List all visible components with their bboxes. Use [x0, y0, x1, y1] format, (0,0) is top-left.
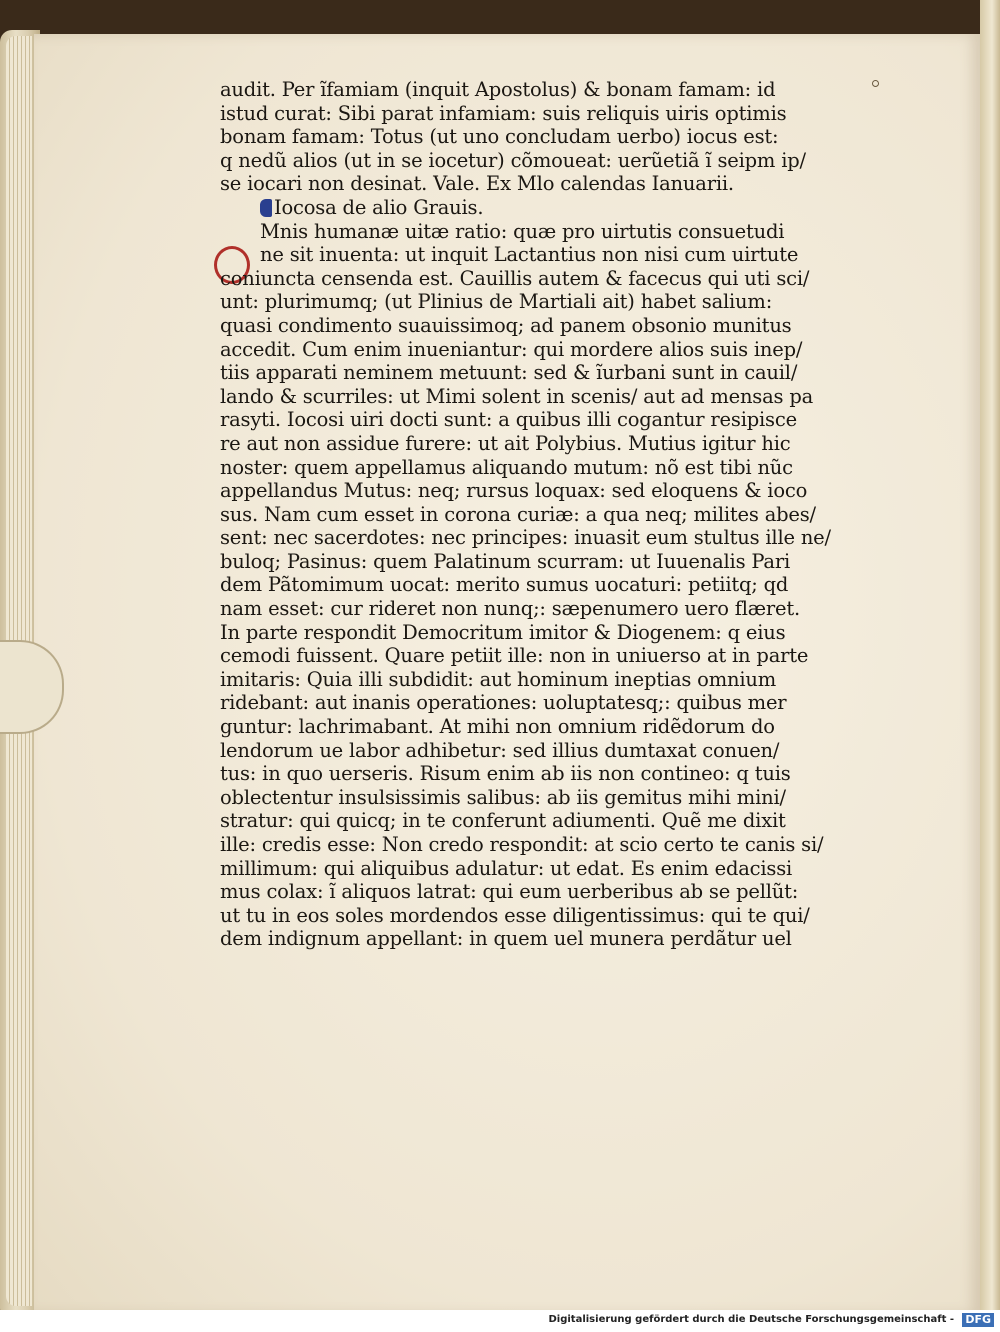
- text-line: re aut non assidue furere: ut ait Polybius. Mutius igitur hic: [220, 431, 791, 455]
- text-line: tiis apparati neminem metuunt: sed & ĩurbani sunt in cauil/: [220, 361, 798, 385]
- text-line: sus. Nam cum esset in corona curiæ: a qua neq; milites abes/: [220, 502, 816, 526]
- text-line: unt: plurimumq; (ut Plinius de Martiali ait) habet salium:: [220, 290, 773, 314]
- text-line: nam esset: cur rideret non nunq;: sæpenumero uero flæret.: [220, 597, 801, 621]
- text-line: lando & scurriles: ut Mimi solent in scenis/ aut ad mensas pa: [220, 384, 814, 408]
- text-line: tus: in quo uerseris. Risum enim ab iis non contineo: q tuis: [220, 762, 791, 786]
- text-line: buloq; Pasinus: quem Palatinum scurram: ut Iuuenalis Pari: [220, 549, 791, 573]
- text-line: ridebant: aut inanis operationes: uoluptatesq;: quibus mer: [220, 691, 787, 715]
- right-page-edge: [980, 0, 1000, 1310]
- funding-credit: Digitalisierung gefördert durch die Deutsche Forschungsgemeinschaft -: [548, 1314, 954, 1325]
- text-line: istud curat: Sibi parat infamiam: suis reliquis uiris optimis: [220, 101, 787, 125]
- text-line: quasi condimento suauissimoq; ad panem obsonio munitus: [220, 313, 792, 337]
- section-heading: [220, 196, 880, 220]
- dfg-logo[interactable]: DFG: [962, 1313, 994, 1327]
- text-line: Mnis humanæ uitæ ratio: quæ pro uirtutis consuetudi: [260, 219, 785, 243]
- text-line: stratur: qui quicq; in te conferunt adiumenti. Quẽ me dixit: [220, 809, 786, 833]
- text-line: accedit. Cum enim inueniantur: qui mordere alios suis inep/: [220, 337, 803, 361]
- text-line: ne sit inuenta: ut inquit Lactantius non nisi cum uirtute: [260, 243, 799, 267]
- printed-text-block: [220, 78, 880, 951]
- text-line: lendorum ue labor adhibetur: sed illius dumtaxat conuen/: [220, 738, 780, 762]
- text-line: imitaris: Quia illi subdidit: aut hominum ineptias omnium: [220, 667, 777, 691]
- text-line: sent: nec sacerdotes: nec principes: inuasit eum stultus ille ne/: [220, 526, 831, 550]
- section-heading-text: Iocosa de alio Grauis.: [274, 195, 484, 219]
- paragraph-mark-icon: [260, 199, 272, 217]
- text-line: oblectentur insulsissimis salibus: ab iis gemitus mihi mini/: [220, 785, 786, 809]
- text-line: cemodi fuissent. Quare petiit ille: non in uniuerso at in parte: [220, 644, 809, 668]
- text-line: In parte respondit Democritum imitor & Diogenem: q eius: [220, 620, 786, 644]
- text-line: appellandus Mutus: neq; rursus loquax: sed eloquens & ioco: [220, 479, 808, 503]
- text-line: noster: quem appellamus aliquando mutum: nõ est tibi nũc: [220, 455, 793, 479]
- text-line: guntur: lachrimabant. At mihi non omnium ridẽdorum do: [220, 715, 775, 739]
- text-line: bonam famam: Totus (ut uno concludam uerbo) iocus est:: [220, 125, 779, 149]
- text-line: audit. Per ĩfamiam (inquit Apostolus) & bonam famam: id: [220, 78, 776, 101]
- text-line: millimum: qui aliquibus adulatur: ut edat. Es enim edacissi: [220, 856, 793, 880]
- footer-bar: [0, 1310, 1000, 1332]
- text-line: se iocari non desinat. Vale. Ex Mlo calendas Ianuarii.: [220, 172, 734, 196]
- text-line: dem indignum appellant: in quem uel munera perdãtur uel: [220, 927, 792, 951]
- text-line: ille: credis esse: Non credo respondit: at scio certo te canis si/: [220, 833, 824, 856]
- text-line: coniuncta censenda est. Cauillis autem & facecus qui uti sci/: [220, 266, 810, 290]
- text-line: rasyti. Iocosi uiri docti sunt: a quibus illi cogantur resipisce: [220, 408, 797, 432]
- text-line: ut tu in eos soles mordendos esse diligentissimus: qui te qui/: [220, 903, 810, 927]
- text-line: dem Pãtomimum uocat: merito sumus uocaturi: petiitq; qd: [220, 573, 789, 597]
- text-line: mus colax: ĩ aliquos latrat: qui eum uerberibus ab se pellũt:: [220, 880, 799, 904]
- text-line: q nedũ alios (ut in se iocetur) cõmoueat: uerũetiã ĩ seipm ip/: [220, 148, 806, 172]
